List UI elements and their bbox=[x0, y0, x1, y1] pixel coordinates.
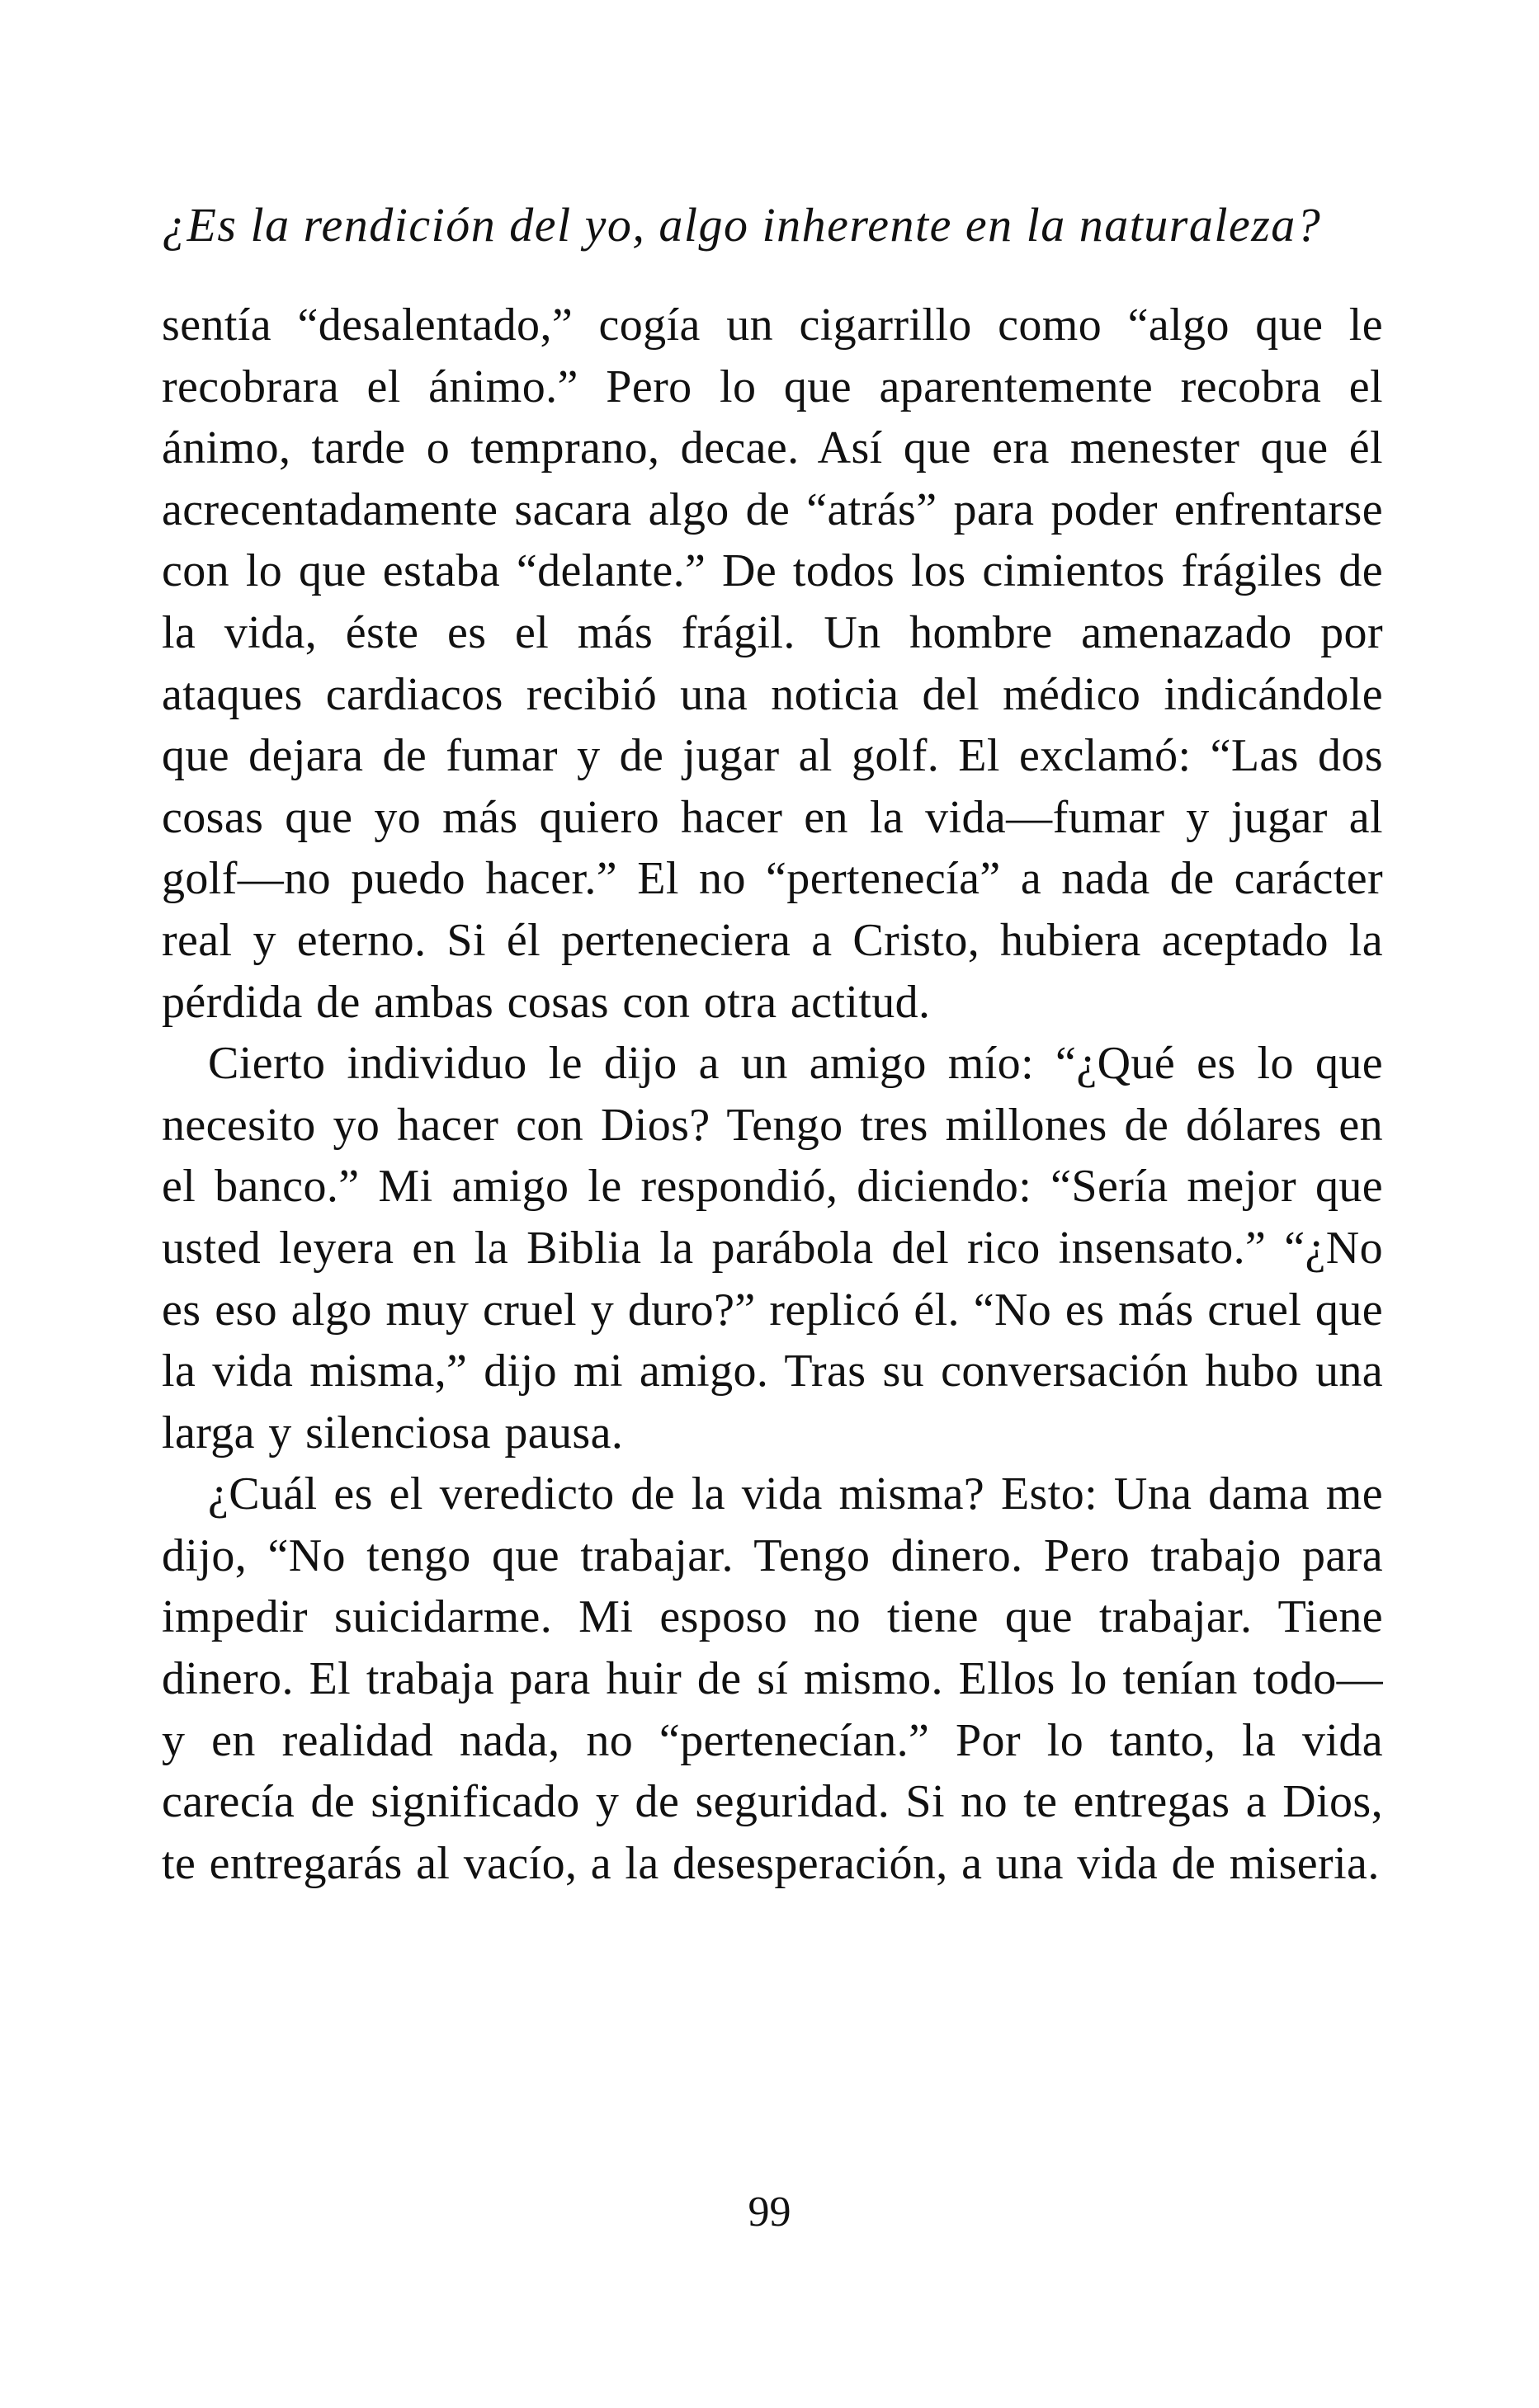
page-number: 99 bbox=[748, 2189, 791, 2236]
running-head: ¿Es la rendición del yo, algo inherente en la naturaleza? bbox=[162, 198, 1322, 252]
paragraph-verdict: ¿Cuál es el veredicto de la vida misma? Esto: Una dama me dijo, “No tengo que trabajar. Tengo dinero. Pero trabajo para impedir suicidarme. Mi esposo no tiene que trabajar. Tiene dinero. El trabaja para huir de sí mismo. Ellos lo tenían todo—y en realidad nada, no “pertenecían.” Por lo tanto, la vida carecía de significado y de seguridad. Si no te entregas a Dios, te entregarás al vacío, a la desesperación, a una vida de miseria. bbox=[162, 1468, 1383, 1889]
paragraph-rich-man: Cierto individuo le dijo a un amigo mío: “¿Qué es lo que necesito yo hacer con Dios? Tengo tres millones de dólares en el banco.” Mi amigo le respondió, diciendo: “Sería mejor que usted leyera en la Biblia la parábola del rico insensato.” “¿No es eso algo muy cruel y duro?” replicó él. “No es más cruel que la vida misma,” dijo mi amigo. Tras su conversación hubo una larga y silenciosa pausa. bbox=[162, 1038, 1383, 1458]
body-text bbox=[162, 295, 1383, 1894]
paragraph-continuation: sentía “desalentado,” cogía un cigarrillo como “algo que le recobrara el ánimo.” Pero lo que aparentemente recobra el ánimo, tarde o temprano, decae. Así que era menester que él acrecentadamente sacara algo de “atrás” para poder enfrentarse con lo que estaba “delante.” De todos los cimientos frágiles de la vida, éste es el más frágil. Un hombre amenazado por ataques cardiacos recibió una noticia del médico indicándole que dejara de fumar y de jugar al golf. El exclamó: “Las dos cosas que yo más quiero hacer en la vida—fumar y jugar al golf—no puedo hacer.” El no “pertenecía” a nada de carácter real y eterno. Si él perteneciera a Cristo, hubiera aceptado la pérdida de ambas cosas con otra actitud. bbox=[162, 299, 1383, 1028]
